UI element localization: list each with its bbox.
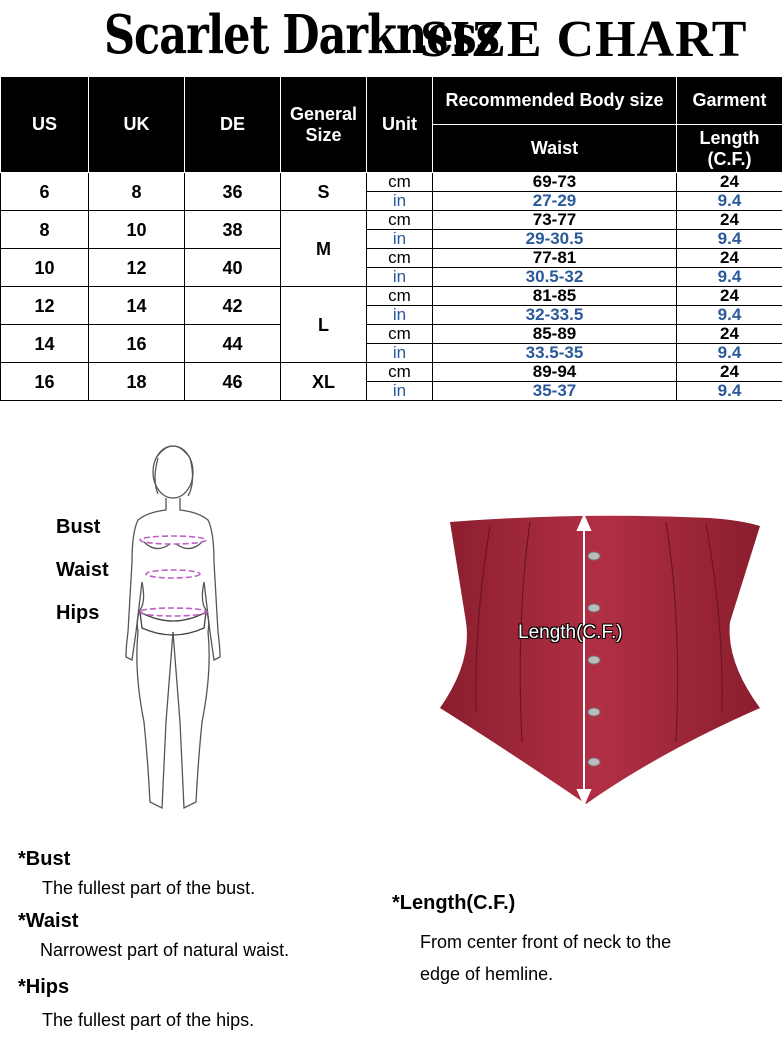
cell-de: 40 xyxy=(185,249,281,287)
cell-waist: 77-81 xyxy=(433,249,677,268)
cell-unit: in xyxy=(367,192,433,211)
female-figure-outline-icon xyxy=(118,432,228,832)
cell-us: 10 xyxy=(1,249,89,287)
figure-label-hips: Hips xyxy=(56,602,100,624)
cell-us: 16 xyxy=(1,363,89,401)
hips-definition-text: The fullest part of the hips. xyxy=(42,1010,255,1030)
corset-length-label: Length(C.F.) xyxy=(518,622,623,643)
cell-waist: 29-30.5 xyxy=(433,230,677,249)
cell-unit: cm xyxy=(367,211,433,230)
cell-length: 9.4 xyxy=(677,382,782,401)
length-definition-text-2: edge of hemline. xyxy=(420,964,554,984)
cell-unit: in xyxy=(367,230,433,249)
hips-definition-heading: *Hips xyxy=(18,976,70,998)
cell-length: 24 xyxy=(677,363,782,382)
header-de: DE xyxy=(185,77,281,173)
bust-definition-text: The fullest part of the bust. xyxy=(42,878,256,898)
figure-label-waist: Waist xyxy=(56,559,109,581)
cell-uk: 14 xyxy=(89,287,185,325)
cell-waist: 33.5-35 xyxy=(433,344,677,363)
table-row xyxy=(1,211,782,230)
cell-waist: 69-73 xyxy=(433,173,677,192)
cell-length: 9.4 xyxy=(677,344,782,363)
length-definition-text-1: From center front of neck to the xyxy=(420,932,672,952)
cell-waist: 81-85 xyxy=(433,287,677,306)
header-uk: UK xyxy=(89,77,185,173)
waist-definition-text: Narrowest part of natural waist. xyxy=(40,940,290,960)
cell-general-size: XL xyxy=(281,363,367,401)
cell-uk: 18 xyxy=(89,363,185,401)
figure-label-bust: Bust xyxy=(56,516,101,538)
header-us: US xyxy=(1,77,89,173)
cell-waist: 35-37 xyxy=(433,382,677,401)
cell-us: 6 xyxy=(1,173,89,211)
cell-unit: cm xyxy=(367,249,433,268)
cell-waist: 27-29 xyxy=(433,192,677,211)
cell-de: 38 xyxy=(185,211,281,249)
cell-us: 14 xyxy=(1,325,89,363)
header-unit: Unit xyxy=(367,77,433,173)
size-table xyxy=(0,76,782,401)
table-row xyxy=(1,363,782,382)
cell-us: 8 xyxy=(1,211,89,249)
cell-unit: in xyxy=(367,382,433,401)
cell-length: 9.4 xyxy=(677,268,782,287)
table-row xyxy=(1,287,782,306)
cell-length: 24 xyxy=(677,249,782,268)
cell-uk: 16 xyxy=(89,325,185,363)
cell-general-size: M xyxy=(281,211,367,287)
table-row xyxy=(1,325,782,344)
cell-de: 46 xyxy=(185,363,281,401)
cell-length: 9.4 xyxy=(677,306,782,325)
cell-waist: 30.5-32 xyxy=(433,268,677,287)
cell-general-size: S xyxy=(281,173,367,211)
bust-definition-heading: *Bust xyxy=(18,848,71,870)
cell-length: 9.4 xyxy=(677,230,782,249)
waist-definition-heading: *Waist xyxy=(18,910,79,932)
page-title: SIZE CHART xyxy=(420,11,748,68)
cell-waist: 32-33.5 xyxy=(433,306,677,325)
brand-logo: Scarlet Darkness xyxy=(104,4,499,67)
cell-uk: 10 xyxy=(89,211,185,249)
cell-unit: cm xyxy=(367,363,433,382)
waist-corset-image-icon xyxy=(430,512,782,808)
cell-uk: 8 xyxy=(89,173,185,211)
cell-unit: in xyxy=(367,306,433,325)
cell-de: 42 xyxy=(185,287,281,325)
header xyxy=(0,0,782,78)
header-general-size: General Size xyxy=(281,77,367,173)
table-row xyxy=(1,249,782,268)
cell-de: 36 xyxy=(185,173,281,211)
cell-unit: in xyxy=(367,268,433,287)
cell-waist: 89-94 xyxy=(433,363,677,382)
cell-unit: in xyxy=(367,344,433,363)
cell-unit: cm xyxy=(367,325,433,344)
cell-de: 44 xyxy=(185,325,281,363)
cell-waist: 73-77 xyxy=(433,211,677,230)
header-garment: Garment xyxy=(677,77,782,125)
cell-length: 24 xyxy=(677,211,782,230)
cell-unit: cm xyxy=(367,173,433,192)
header-recommended: Recommended Body size xyxy=(433,77,677,125)
cell-length: 9.4 xyxy=(677,192,782,211)
header-waist: Waist xyxy=(433,125,677,173)
table-row xyxy=(1,173,782,192)
cell-unit: cm xyxy=(367,287,433,306)
cell-length: 24 xyxy=(677,173,782,192)
cell-us: 12 xyxy=(1,287,89,325)
cell-length: 24 xyxy=(677,325,782,344)
header-length: Length (C.F.) xyxy=(677,125,782,173)
cell-uk: 12 xyxy=(89,249,185,287)
length-definition-heading: *Length(C.F.) xyxy=(392,892,516,914)
cell-length: 24 xyxy=(677,287,782,306)
cell-general-size: L xyxy=(281,287,367,363)
cell-waist: 85-89 xyxy=(433,325,677,344)
